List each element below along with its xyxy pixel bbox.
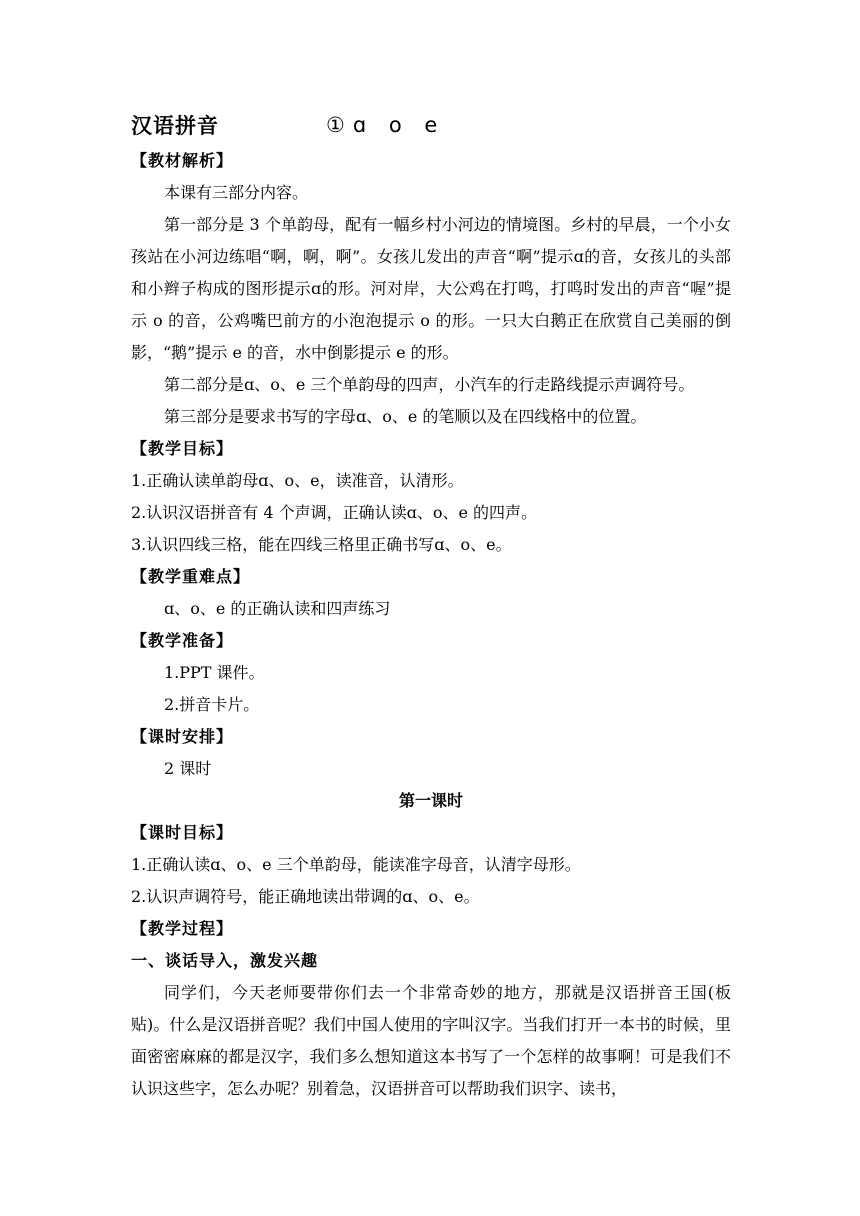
schedule-text: 2 课时 [164, 759, 212, 778]
heading-process: 【教学过程】 [131, 919, 234, 938]
analysis-paragraph: 第三部分是要求书写的字母ɑ、o、e 的笔顺以及在四线格中的位置。 [164, 407, 647, 426]
lesson-goal-item: 2.认识声调符号，能正确地读出带调的ɑ、o、e。 [131, 887, 480, 906]
heading-goals: 【教学目标】 [131, 439, 234, 458]
step-one-heading: 一、谈话导入，激发兴趣 [131, 951, 319, 970]
title-letters: ɑ o e [352, 113, 446, 137]
goal-item: 3.认识四线三格，能在四线三格里正确书写ɑ、o、e。 [131, 535, 512, 554]
preparation-item: 2.拼音卡片。 [164, 695, 260, 714]
heading-schedule: 【课时安排】 [131, 727, 234, 746]
heading-lesson-goals: 【课时目标】 [131, 823, 234, 842]
analysis-paragraph: 本课有三部分内容。 [164, 183, 309, 202]
analysis-paragraph: 第一部分是 3 个单韵母，配有一幅乡村小河边的情境图。乡村的早晨，一个小女孩站在小河边练唱“啊，啊，啊”。女孩儿发出的声音“啊”提示ɑ的音，女孩儿的头部和小辫子构成的图形提示ɑ的形。河对岸，大公鸡在打鸣，打鸣时发出的声音“喔”提示 o 的音，公鸡嘴巴前方的小泡泡提示 o 的形。一只大白鹅正在欣赏自己美丽的倒影，“鹅”提示 e 的音，水中倒影提示 e 的形。 [131, 215, 731, 362]
preparation-item: 1.PPT 课件。 [164, 663, 265, 682]
heading-preparation: 【教学准备】 [131, 631, 234, 650]
goal-item: 2.认识汉语拼音有 4 个声调，正确认读ɑ、o、e 的四声。 [131, 503, 538, 522]
heading-key-points: 【教学重难点】 [131, 567, 251, 586]
key-points-text: ɑ、o、e 的正确认读和四声练习 [164, 599, 391, 618]
lesson-title [131, 105, 731, 145]
heading-analysis: 【教材解析】 [131, 151, 234, 170]
title-main: 汉语拼音 [131, 113, 219, 138]
goal-item: 1.正确认读单韵母ɑ、o、e，读准音，认清形。 [131, 471, 464, 490]
lesson-one-title: 第一课时 [398, 791, 463, 810]
title-number: ① [326, 113, 345, 137]
step-one-paragraph: 同学们，今天老师要带你们去一个非常奇妙的地方，那就是汉语拼音王国(板贴)。什么是汉语拼音呢？我们中国人使用的字叫汉字。当我们打开一本书的时候，里面密密麻麻的都是汉字，我们多么想知道这本书写了一个怎样的故事啊！可是我们不认识这些字，怎么办呢？别着急，汉语拼音可以帮助我们识字、读书， [131, 983, 731, 1098]
document-content [131, 105, 731, 1105]
analysis-paragraph: 第二部分是ɑ、o、e 三个单韵母的四声，小汽车的行走路线提示声调符号。 [164, 375, 695, 394]
lesson-goal-item: 1.正确认读ɑ、o、e 三个单韵母，能读准字母音，认清字母形。 [131, 855, 581, 874]
